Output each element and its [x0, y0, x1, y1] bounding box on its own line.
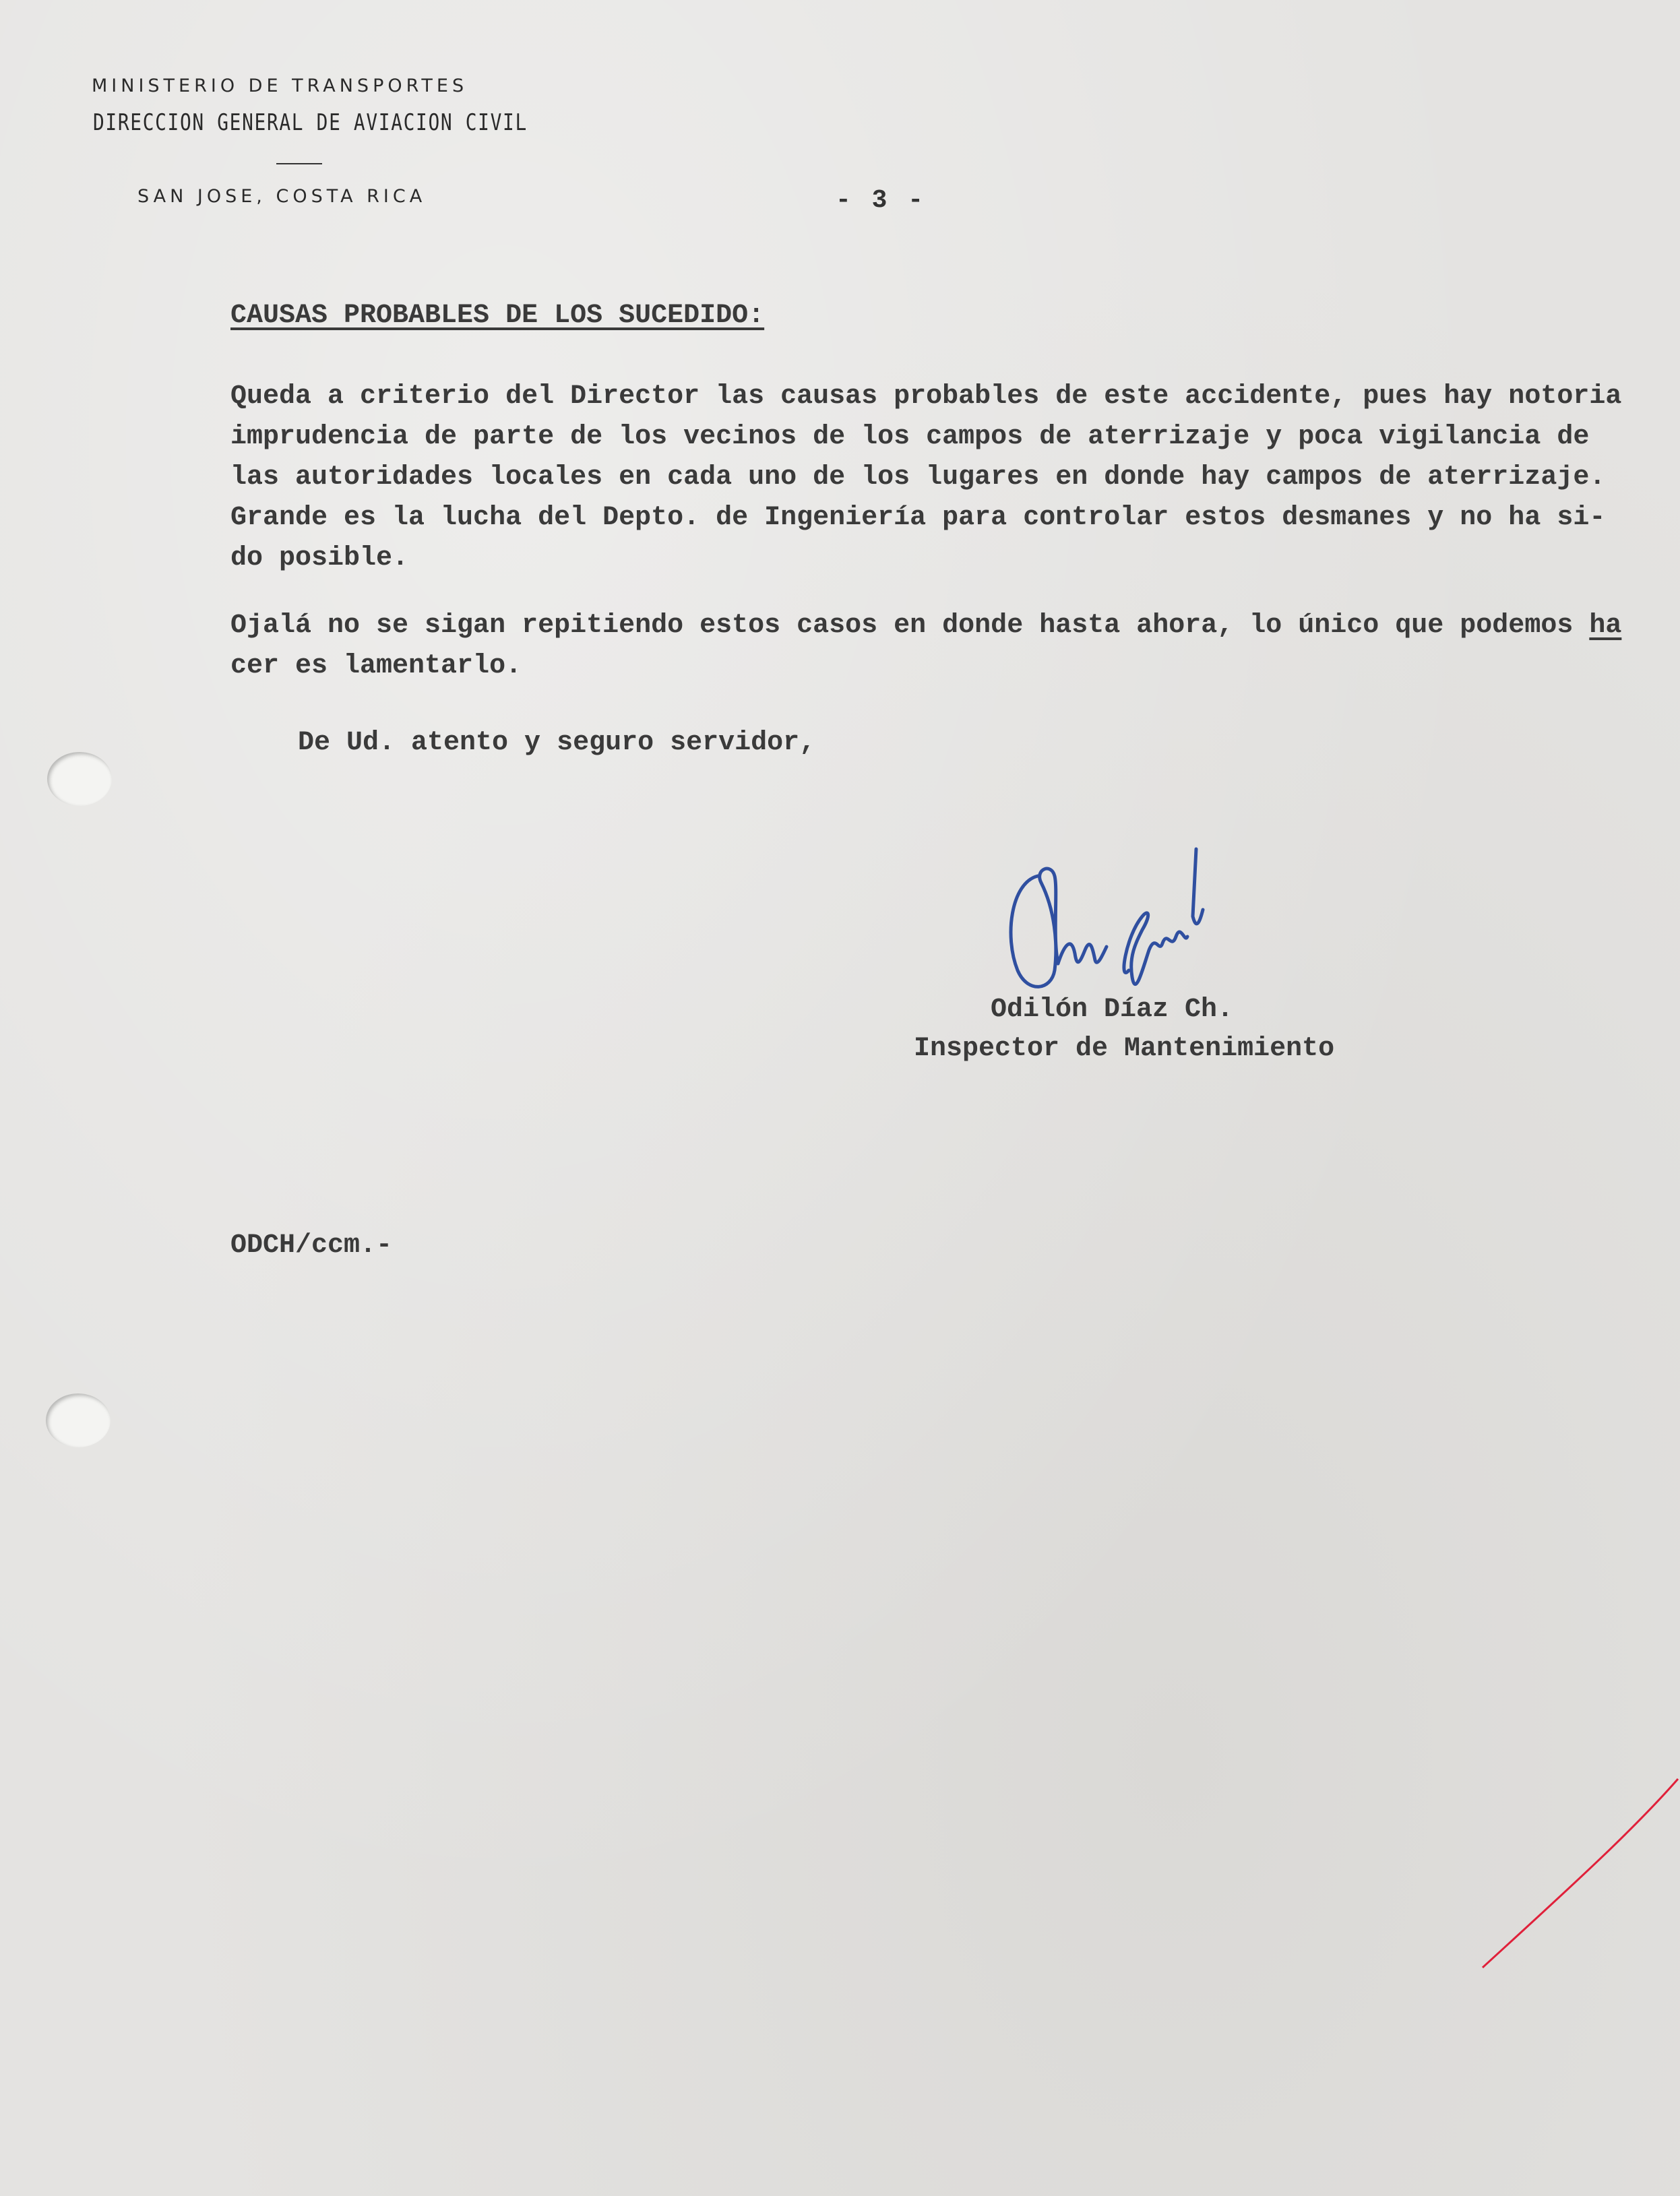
punch-hole: [47, 752, 112, 806]
reference-initials: ODCH/ccm.-: [230, 1230, 393, 1261]
handwritten-signature: [991, 836, 1260, 1011]
closing-salutation: De Ud. atento y seguro servidor,: [298, 728, 816, 758]
section-heading: CAUSAS PROBABLES DE LOS SUCEDIDO:: [230, 301, 765, 331]
punch-hole: [46, 1393, 111, 1447]
signatory-title: Inspector de Mantenimiento: [914, 1034, 1335, 1064]
paragraph-line: imprudencia de parte de los vecinos de los campos de aterrizaje y poca vigilancia de: [230, 422, 1590, 452]
letterhead-city: SAN JOSE, COSTA RICA: [137, 186, 427, 207]
underlined-syllable: ha: [1589, 610, 1622, 641]
paragraph-line: las autoridades locales en cada uno de los lugares en donde hay campos de aterrizaje.: [230, 462, 1606, 493]
page-number: - 3 -: [836, 186, 927, 215]
paragraph-line: Queda a criterio del Director las causas probables de este accidente, pues hay notoria: [230, 381, 1622, 412]
paragraph-line: cer es lamentarlo.: [230, 651, 522, 681]
letterhead-ministry: MINISTERIO DE TRANSPORTES: [92, 75, 468, 96]
paragraph-text: Ojalá no se sigan repitiendo estos casos en donde hasta ahora, lo único que podemos: [230, 610, 1590, 641]
red-pencil-mark: [1469, 1765, 1680, 1974]
letterhead-divider: [276, 163, 322, 164]
letterhead-direction: DIRECCION GENERAL DE AVIACION CIVIL: [93, 109, 528, 136]
paragraph-line: [230, 610, 1621, 641]
signatory-name: Odilón Díaz Ch.: [991, 995, 1234, 1025]
paragraph-line: Grande es la lucha del Depto. de Ingeniería para controlar estos desmanes y no ha si-: [230, 503, 1606, 533]
paragraph-line: do posible.: [230, 543, 409, 573]
